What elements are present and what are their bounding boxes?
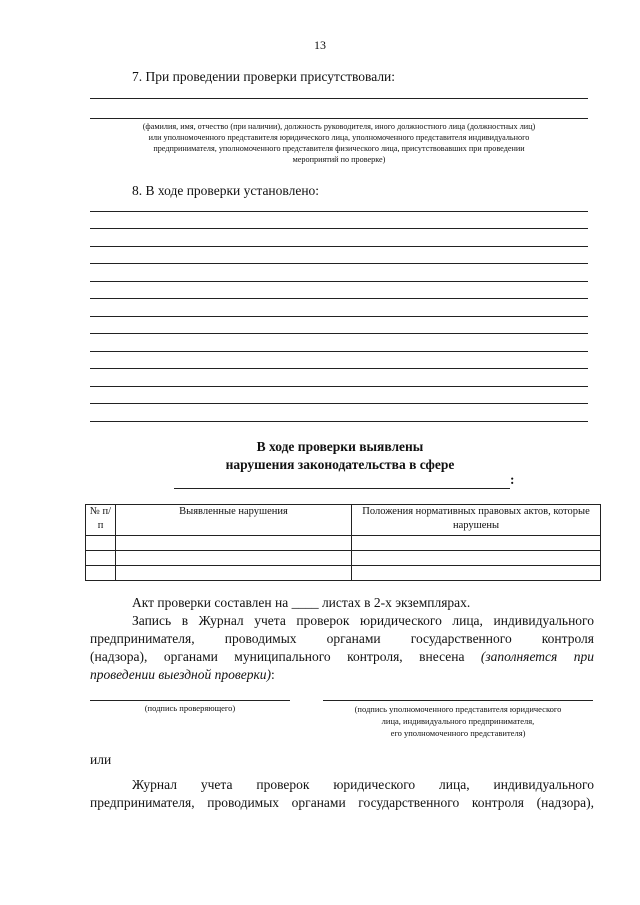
or-text: или (90, 752, 112, 767)
table-cell[interactable] (352, 551, 601, 566)
journal-line-4-note: проведении выездной проверки) (90, 667, 272, 682)
table-row (86, 536, 601, 551)
journal-line-3 (90, 648, 594, 666)
table-cell[interactable] (352, 536, 601, 551)
fill-line[interactable] (90, 118, 588, 119)
table-header-row (86, 505, 601, 536)
table-cell[interactable] (86, 566, 116, 581)
fill-line[interactable] (90, 403, 588, 404)
column-header-violations: Выявленные нарушения (116, 505, 352, 536)
fill-line[interactable] (90, 333, 588, 334)
violations-title-line1: В ходе проверки выявлены (256, 439, 424, 454)
fill-line[interactable] (90, 351, 588, 352)
table-row (86, 566, 601, 581)
final-line-1: Журнал учета проверок юридического лица, индивидуального (132, 777, 594, 792)
journal-line-4-colon: : (271, 667, 275, 682)
fill-line[interactable] (90, 263, 588, 264)
column-header-norms: Положения нормативных правовых актов, которые нарушены (352, 505, 601, 536)
table-row (86, 551, 601, 566)
fill-line[interactable] (90, 368, 588, 369)
caption-line: его уполномоченного представителя) (390, 728, 526, 738)
fill-line[interactable] (90, 281, 588, 282)
page-number: 13 (314, 38, 326, 52)
journal-line-3-text: (надзора), органами муниципального контроля, внесена (90, 649, 465, 664)
fill-line[interactable] (90, 228, 588, 229)
fill-line[interactable] (90, 246, 588, 247)
violations-title-line2: нарушения законодательства в сфере (225, 457, 455, 472)
inspector-signature-caption: (подпись проверяющего) (144, 703, 236, 713)
caption-line: или уполномоченного представителя юридического лица, уполномоченного представителя индивидуального (148, 133, 530, 142)
journal-line-1: Запись в Журнал учета проверок юридического лица, индивидуального (132, 613, 594, 628)
section-7-caption (88, 121, 590, 165)
fill-line[interactable] (90, 211, 588, 212)
table-cell[interactable] (86, 536, 116, 551)
journal-line-2: предпринимателя, проводимых органами государственного контроля (90, 631, 594, 646)
section-8-heading: 8. В ходе проверки установлено: (132, 183, 320, 198)
section-7-heading: 7. При проведении проверки присутствовали: (132, 69, 396, 84)
fill-line[interactable] (90, 298, 588, 299)
caption-line: лица, индивидуального предпринимателя, (381, 716, 535, 726)
caption-line: предпринимателя, уполномоченного представителя физического лица, присутствовавших при проведении (153, 144, 525, 153)
table-cell[interactable] (116, 551, 352, 566)
table-cell[interactable] (116, 536, 352, 551)
act-sheets-line: Акт проверки составлен на ____ листах в 2-х экземплярах. (132, 595, 471, 610)
table-cell[interactable] (352, 566, 601, 581)
caption-line: (подпись уполномоченного представителя юридического (354, 704, 562, 714)
final-line-2: предпринимателя, проводимых органами государственного контроля (надзора), (90, 795, 594, 810)
caption-line: мероприятий по проверке) (292, 155, 386, 164)
table-cell[interactable] (116, 566, 352, 581)
journal-line-4 (90, 666, 275, 684)
violations-table (85, 504, 601, 581)
representative-signature-line[interactable] (323, 700, 593, 701)
fill-line[interactable] (90, 316, 588, 317)
inspector-signature-line[interactable] (90, 700, 290, 701)
fill-line[interactable] (90, 421, 588, 422)
fill-line[interactable] (90, 386, 588, 387)
journal-line-3-note: (заполняется при (480, 649, 594, 664)
column-header-number: № п/п (86, 505, 116, 536)
fill-line[interactable] (90, 98, 588, 99)
sphere-colon: : (510, 472, 515, 487)
table-cell[interactable] (86, 551, 116, 566)
caption-line: (фамилия, имя, отчество (при наличии), должность руководителя, иного должностного лица (должностных лиц) (142, 122, 536, 131)
representative-signature-caption (323, 703, 593, 739)
sphere-fill-line[interactable] (174, 488, 510, 489)
